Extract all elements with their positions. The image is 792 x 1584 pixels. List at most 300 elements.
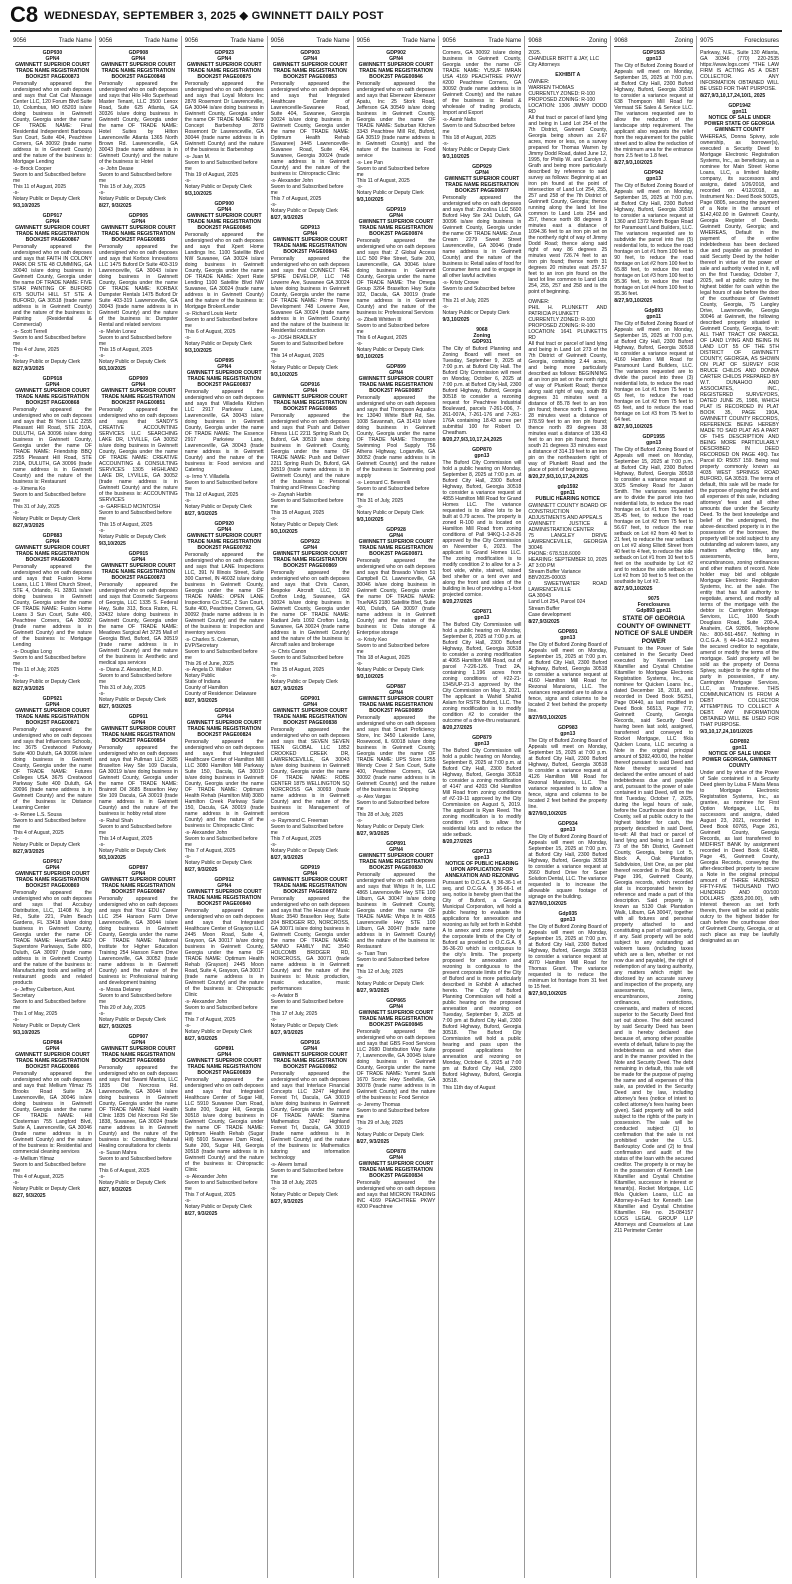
notice-body: Personally appeared the undersigned who on oath deposes and says that Push and Deliver Fitness LLC 2211 Spring Rush Dr, Buford, GA 30519 is/are doing business in Gwinnett County, Georgia under the name OF TRADE NAME: Push and Deliver 2211 Spring Rush Dr, Buford, GA 30519 (trade name address is in Gwinnett County) and the nature of the business is: Personal Training and Fitness Coaching <box>270 413 350 491</box>
column-9 <box>697 36 782 1578</box>
notice-signature: -s- Aviator B Sworn to and Subscribed before me This 17 of July, 2025 -s- Notary Public or Deputy Clerk <box>270 993 344 1029</box>
notice-subcode: GPN4 <box>45 539 60 545</box>
notice-body: Pursuant to O.C.G.A. § 36-36-1 et seq. and O.C.G.A. § 36-66-1 et seq. notice is hereby given that the City of Buford, a Georgia Municipal Corporation, will hold a public hearing to evaluate the applications for annexation and rezoning as fully set forth in Exhibit A to annex and zone property to the corporate limits of the City of Buford as provided in O.C.G.A. § 36-36-20 which is contiguous to the city's limits. The property proposed for annexation and rezoning is contiguous to the present corporate limits of the City of Buford and is more particularly described in Exhibit A attached hereto. The City of Buford Planning Commission will hold a public hearing on the proposed annexation and rezoning on Tuesday, September 9, 2025 at 7:00 pm at Buford City Hall, 2300 Buford Highway, Buford, Georgia 30518. The Buford City Commission will hold a public hearing and pass upon the proposed applications for annexation and rezoning on Monday, October 6, 2025 at 7:00 pm at Buford City Hall, 2300 Buford Highway, Buford, Georgia 30518. <box>442 880 522 1084</box>
legal-notice <box>99 213 178 372</box>
notice-body: Personally appeared the undersigned who on oath deposes and says that Your EDU Career LLC 254 Hanson Farm Drive Lawrenceville, GA 30044 is/are doing business in Gwinnett County, Georgia under the name OF TRADE NAME: National Institute for Higher Education Training 254 Hanson Farm Drive Lawrenceville, GA 30052 (trade name address is in Gwinnett County) and the nature of the business is: Professional training and development training <box>98 896 178 986</box>
notice-body: Personally appeared the undersigned who on oath deposes and says that SEVEN SEVEN TEEN GLOBAL LLC 1852 CROOKED CREEK DR, LAWRENCEVILLE, GA 30043 is/are doing business in Gwinnett County, Georgia under the name OF TRADE NAME: ROBE CENTER 1875 WELLINGTON SQ NORCROSS GA 30093 (trade name address is in Gwinnett County) and the nature of the business is: Management of services <box>270 727 350 817</box>
notice-code: GDP915 <box>128 551 149 557</box>
column-section-header <box>99 36 178 47</box>
notice-body: The City of Buford Zoning Board of Appeals will meet on Monday, September 15, 2025 at 7:00 p.m. at Buford City Hall, 2300 Buford Highway, Buford, Georgia 30518 to consider a variance request at 4160 Hamilton Mill Road for Rezonal Mansions, LLC. The variances requested are to allow a fence, signs and columns to be located 2 feet behind the property line. <box>528 642 608 714</box>
notice-subcode: gpn11 <box>732 745 747 751</box>
notice-code: GDP900 <box>214 201 234 207</box>
notice-signature: -s- Alexander John Sworn to and Subscribed before me This 7 of August, 2025 -s- Notary Public or Deputy Clerk <box>270 178 344 214</box>
notice-heading: GWINNETT SUPERIOR COURT TRADE NAME REGISTRATION BOOK25T PAGE00867 <box>15 225 90 243</box>
notice-signature: -s- Melvin Lonez Sworn to and Subscribed before me This 15 of August, 2025 -s- Notary Public or Deputy Clerk <box>98 329 172 365</box>
notice-run-dates: 8/27,9/3/2025 <box>13 523 45 529</box>
notice-body: Personally appeared the undersigned who on oath deposes and says that Loyal Motors Inc 2878 Rosemont Dr Lawrenceville, GA 30044 is/are doing business in Gwinnett County, Georgia under the name OF TRADE NAME: New Concept Barbershop 2878 Rosemont Dr Lawrenceville, GA 30044 (trade name address is in Gwinnett County) and the nature of the business is: Barbershop <box>184 81 264 153</box>
notice-run-dates: 9/3,10/2025 <box>13 1030 40 1036</box>
notice-heading: GWINNETT SUPERIOR COURT TRADE NAME REGISTRATION BOOK25T PAGE00865 <box>272 394 348 412</box>
notice-body: Personally appeared the undersigned who on oath deposes and says that: Zincolina LLC 5600 Buford Hwy Ste 2A1 Duluth, GA 30096 is/are doing business in Gwinnett County, Georgia under the name OF TRADE NAME: Zeus Cream 2279 Sweet Street Lawrenceville, GA 30046 (trade name address is in Gwinnett County) and the nature of the business is: Retail sales of food for Consumer items and to engage in all other lawful activities <box>442 195 522 279</box>
notice-body: The City of Buford Zoning Board of Appeals will meet on Monday, September 15, 2025 at 7:00 p.m. at Buford City Hall, 2300 Buford Highway, Buford, Georgia 30518 to consider a variance request at 4160 Hamilton Mill Road for Paramount Land Builders, LLC. The variances requested are to divide the parcel into three (3) residential lots, to reduce the road frontage on Lot #1 from 75 feet to 65 feet, to reduce the road frontage on Lot #2 from 75 feet to 65 feet, and to reduce the road frontage on Lot #3 from 75 feet to 64 feet. <box>614 321 694 423</box>
notice-heading: GWINNETT SUPERIOR COURT TRADE NAME REGISTRATION BOOK25T PAGE00840 <box>186 889 262 907</box>
legal-notice <box>185 877 264 1042</box>
notice-heading: GWINNETT SUPERIOR COURT TRADE NAME REGISTRATION BOOK25T PAGE00855 <box>100 225 176 243</box>
notice-body: The City of Buford Zoning Board of Appeals will meet on Monday, September 15, 2025 at 7:00 p.m. at Buford City Hall, 2300 Buford Highway, Buford, Georgia 30518 to consider a variance request at 2660 Buford Drive for Super Solution Dental, LLC. The variance requested is to increase the allowable square footage of signage on the building. <box>528 834 608 900</box>
notice-signature: -s- Douglas Long Sworn to and Subscribed before me This 11 of July, 2025 -s- Notary Public or Deputy Clerk <box>13 649 86 685</box>
notice-code: GDP923 <box>214 50 234 56</box>
notice-heading: GWINNETT SUPERIOR COURT TRADE NAME REGISTRATION BOOK25T PAGE00838 <box>272 708 348 726</box>
notice-body: Personally appeared the undersigned who on oath deposes and says that MICRON TRADING INC 4169 PEACHTREE PKWY #200 Peachtree <box>356 1180 436 1210</box>
legal-notice <box>442 735 521 845</box>
notice-subcode: GPN4 <box>131 1040 146 1046</box>
notice-run-dates: 8/20,27,9/3,10,17,24,2025 <box>528 474 588 480</box>
notice-code: GDP929 <box>472 164 492 170</box>
notice-body: GWINNETT COUNTY BOARD OF CONSTRUCTION ADJUSTMENTS AND APPEALS GWINNETT JUSTICE & ADMINISTRATION CENTER 75 LANGLEY DRIVE LAWRENCEVILLE, GEORGIA 30046 PHONE: 678.518.6000 HEARING: SEPTEMBER 10, 2025 AT 3:00 PM Stream Buffer Variance BBV2025-00003 0 SWEETWATER ROAD LAWRENCEVILLE GA 30043 Land Lot 254, Parcel 024 <box>528 503 608 605</box>
notice-run-dates: 8/27, 9/3/2025 <box>184 1036 218 1042</box>
notice-heading: NOTICE OF SALE UNDER POWER STATE OF GEORGIA GWINNETT COUNTY <box>704 115 775 133</box>
notice-heading: GWINNETT SUPERIOR COURT TRADE NAME REGISTRATION BOOK25T PAGE00869 <box>272 551 348 569</box>
notice-run-dates: 8/27, 9/3/2025 <box>356 988 390 994</box>
notice-body: Under and by virtue of the Power of Sale contained in a Security Deed given by Luisa F Maira Mesa to Mortgage Electronic Registration Systems, Inc., as grantee, as nominee for First Option Mortgage, LLC, its successors and assigns, dated August 23, 2021, recorded in Deed Book 60765, Page 261, Gwinnett County, Georgia Records, as last transferred to MIDFIRST BANK by assignment recorded in Deed Book 61488, Page 45, Gwinnett County, Georgia Records, conveying the after-described property to secure a Note in the original principal amount of THREE HUNDRED FIFTY-FIVE THOUSAND TWO HUNDRED AND 00/100 DOLLARS ($355,200.00), with interest thereon as set forth therein, there will be sold at public outcry to the highest bidder for cash before the courthouse door of Gwinnett County, Georgia, or at such place as may be lawfully designated as an <box>700 770 780 944</box>
header-dateline: WEDNESDAY, SEPTEMBER 3, 2025 ◆ GWINNETT DAILY POST <box>44 9 384 22</box>
notice-subcode: gpn11 <box>560 490 576 496</box>
notice-heading: GWINNETT SUPERIOR COURT TRADE NAME REGISTRATION BOOK25T PAGE00870 <box>15 545 90 563</box>
notice-run-dates: 8/27,9/3/2025 <box>13 366 45 372</box>
section-code: 9056 <box>356 38 370 44</box>
notice-body: OWNER: PHIL H. PLUNKETT AND PATRICIA PLUNKETT CURRENTLY ZONED: R-100 PROPOSED ZONING: R-100 LOCATION: 1641 PLUNKETTS RD All that tract or parcel of land lying and being in Land Lot 273 of the 7th District of Gwinnett County, Georgia, containing 2.44 acres, and being more particularly described as follows: BEGINNING at an iron pin set on the north right of way of Plunkett Road; thence along said right of way, south 89 degrees 31 minutes west a distance of 85.78 feet to an iron pin found; thence north 1 degrees 28 minutes west a distance of 378.59 feet to an iron pin found; thence north 89 degrees 38 minutes east a distance of 138.43 feet to an iron pin found; thence south 21 degrees 33 minutes east a distance of 314.19 feet to an iron pin on the northeastern right of way of Plunkett Road and the place of point of beginning. <box>528 299 608 473</box>
notice-body: The City of Buford Zoning Board of Appeals will meet on Monday, September 15, 2025 at 7:00 p.m. at Buford City Hall, 2300 Buford Highway, Buford, Georgia 30518 to consider a variance request at 4970 Hamilton Mill Road for Thomas Grant. The variance requested is to reduce the minimum lot frontage from 31 feet to 15 feet. <box>528 924 608 990</box>
notice-code: GDP907 <box>128 1034 149 1040</box>
notice-run-dates: 8/27, 9/3/2025 <box>270 686 304 692</box>
notice-subcode: GPN4 <box>389 56 403 62</box>
notice-body: The City of Buford Zoning Board of Appeals will meet on Monday, September 15, 2025 at 7:00 p.m. at Buford City Hall, 2300 Buford Highway, Buford, Georgia 30518 to consider a variance request at 4126 Hamilton Mill Road for Rezonal Mansions, LLC. The variance requested is to allow a fence, signs and columns to be located 2 feet behind the property line. <box>528 738 608 810</box>
notice-code: GDP917 <box>42 859 63 865</box>
notice-signature: -s- Diana Z. Alexander, M.D. Sworn to and Subscribed before me This 31 of July, 2025 -s- Notary Public or Deputy Clerk <box>98 667 172 703</box>
notice-body: Personally appeared the undersigned who on oath deposes and says that: Fusion Home Loans, LLC 1 West Church Street, STE 4, Orlando, FL 32801 is/are doing business in Gwinnett County, Georgia under the name OF TRADE NAME: Fusion Home Loans 3 Sun Court, Suite 400, Peachtree Corners, GA 30092 (trade name address is in Gwinnett County) and the nature of the business is: Mortgage Lending <box>13 564 92 648</box>
legal-notice <box>614 596 693 1234</box>
notice-subcode: GPN4 <box>131 56 146 62</box>
notice-heading: GWINNETT SUPERIOR COURT TRADE NAME REGISTRATION BOOK25T PAGE00845 <box>186 213 262 231</box>
notice-body: Personally appeared the undersigned who on oath deposes and says that Cosmetic Surgeons of Georgia, LLC 1335 S. Federal Hwy, Suite 313, Boca Raton, FL 33432 is/are doing business in Gwinnett County, Georgia under the name OF TRADE NAME: Meadows Surgical Art 3725 Mall of Georgia Blvd, Buford, GA 30519 (trade name address is in Gwinnett County) and the nature of the business is: Aesthetic and medical spa services <box>98 582 178 666</box>
notice-body: Personally appeared the undersigned who on oath deposes and says that Thompson Aquatics Inc 13040 White Bluff Rd, Ste. 1008 Savannah, GA 31419 is/are doing business in Gwinnett County, Georgia under the name OF TRADE NAME: Thompson Swimming Pool Supply 756 Athens Highway, Loganville, GA 30052 (trade name address is in Gwinnett County) and the nature of the business is: Swimming pool supply <box>356 395 436 479</box>
notice-code: GDP921 <box>42 696 63 702</box>
notice-subcode: gpn13 <box>560 731 576 737</box>
legal-notice <box>528 725 607 817</box>
notice-signature: -s- Tuan Tran Sworn to and Subscribed before me This 12 of July, 2025 -s- Notary Public or Deputy Clerk <box>356 951 430 987</box>
notice-run-dates: 9/3,10/2025 <box>356 674 384 680</box>
legal-notice <box>357 527 436 680</box>
notice-subcode: GPN4 <box>217 207 232 213</box>
notice-body: Personally appeared the undersigned who on oath deposes and says that Hilo Hilo Superhead Master Tenant, LLC 3500 Lenox Road, Suite 625 Atlanta, GA 30326 is/are doing business in Gwinnett County, Georgia under the name OF TRADE NAME: Hotel Suites by Hilton Lawrenceville Atlanta 1365 North Brown Rd. Lawrenceville, GA 30043 (trade name address is in Gwinnett County) and the nature of the business is: Hotel <box>98 81 178 165</box>
notice-run-dates: 9/3,10/2025 <box>356 354 384 360</box>
notice-subcode: GPN4 <box>303 388 318 394</box>
notice-heading: GWINNETT SUPERIOR COURT TRADE NAME REGISTRATION BOOK25T PAGE00845 <box>358 1010 434 1028</box>
notice-run-dates: 8/20,27,9/3,10,17,24,2025 <box>442 437 502 443</box>
notice-subcode: Zoning <box>473 333 491 339</box>
legal-notice <box>13 696 92 855</box>
notice-run-dates: 8/27,9/3/2025 <box>13 849 45 855</box>
notice-signature: -s- Leonard C. Beverelli Sworn to and Subscribed before me This 31 of July, 2025 -s- Notary Public or Deputy Clerk <box>356 480 430 516</box>
legal-notice <box>99 714 178 861</box>
notice-signature: -s- Alexander John Sworn to and Subscribed before me This 7 of August, 2025 -s- Notary Public or Deputy Clerk <box>184 999 258 1035</box>
notice-heading: GWINNETT SUPERIOR COURT TRADE NAME REGISTRATION BOOK25T PAGE00874 <box>358 219 434 237</box>
section-code: 9056 <box>442 38 456 44</box>
notice-heading: GWINNETT SUPERIOR COURT TRADE NAME REGISTRATION BOOK25T PAGE00868 <box>15 388 90 406</box>
notice-run-dates: 8/27, 9/3/2025 <box>98 1024 132 1030</box>
notice-subcode: GPN4 <box>217 364 232 370</box>
legal-notice <box>185 1046 264 1217</box>
notice-run-dates: 8/20,27/2025 <box>442 599 473 605</box>
notice-subcode: gpn11 <box>646 314 662 320</box>
notice-code: GDP871 <box>472 609 492 615</box>
legal-notice <box>614 170 693 304</box>
notice-body: Personally appeared the undersigned who on oath deposes and says that LANE Inspections LLC, 391 N Illinois Street, Suite 300 Carmel, IN 46032 is/are doing business in Gwinnett County, Georgia under the name OF TRADE NAME: OPEN LANE Inspections Co CSC, 2 Sun Court, Suite 400, Peachtree Corners, GA 30092 (trade name address is in Gwinnett County) and the nature of the business is: Inspection and inventory services <box>184 552 264 636</box>
notice-signature: -s- Lee Pan Sworn to and Subscribed before me This 11 of August, 2025 -s- Notary Public or Deputy Clerk <box>356 160 430 196</box>
notice-subcode: Foreclosures <box>637 602 670 608</box>
notice-subcode: GPN4 <box>303 545 318 551</box>
notice-subcode: GPN4 <box>474 170 489 176</box>
notice-body: Personally appeared the undersigned who on oath deposes and says that Smart Proficiency Store, Inc 3450 Lakeside Lane, Rosewood, IL 60018 is/are doing business in Gwinnett County, Georgia under the name OF TRADE NAME: UPS Store 1255 Wendy Cove 2 Sun Court, Suite 400, Peachtree Corners, GA 30092 (trade name address is in Gwinnett County) and the nature of the business is: Shipping <box>356 715 436 793</box>
legal-notice <box>528 50 607 68</box>
notice-heading: GWINNETT SUPERIOR COURT TRADE NAME REGISTRATION BOOK25T PAGE00862 <box>272 1052 348 1070</box>
legal-notice <box>528 821 607 907</box>
section-code: 9056 <box>98 38 113 44</box>
notice-body: Personally appeared the undersigned who on oath deposes and says that The House of Music Music 3540 Braselton Hwy, Suite 204 BRIDGER RD, NORCROSS, GA 30071 is/are doing business in Gwinnett County, Georgia under the name OF TRADE NAME: SANNO FAMILY INC 3540 HOLCOMB BRIDGER RD, NORCROSS, GA 30071 (trade name address is in Gwinnett County) and the nature of the business is: Music production, music education, music performances <box>270 896 350 992</box>
notice-run-dates: 8/27, 9/3/2025 <box>270 215 304 221</box>
notice-subcode: GPN4 <box>45 702 60 708</box>
notice-code: 9068 <box>476 327 488 333</box>
notice-body: Personally appeared the undersigned who on oath deposes and says that FAITH IN COLONY PARK DR STE 48 CUMMING, GA 30040 is/are doing business in Gwinnett County, Georgia under the name OF TRADE NAME: FIVE STAR PAINTING OF BUFORD 675 SOUTH HILL ST STE A BUFORD, GA 30518 (trade name address is in Gwinnett County) and the nature of the business is: Painting (Residential & Commercial) <box>13 244 92 328</box>
legal-notice <box>700 739 779 944</box>
notice-body: Personally appeared the undersigned who on oath deposes and says that Integrated Healthcare Center of Hamilton Mill LLC 3080 Hamilton Mill Parkway Suite 150, Dacula, GA 30019 is/are doing business in Gwinnett County, Georgia under the name OF TRADE NAME: Optimum Health Rehab (Hamilton Mill) 3080 Hamilton Creek Parkway Suite 150, Dacula, GA 30019 (trade name address is in Gwinnett County) and the nature of the business is: Chiropractic Clinic <box>184 739 264 829</box>
notice-run-dates: 9/3,10,17,24,10/1/2025 <box>700 729 753 735</box>
notice-run-dates: 8/27,9/3/2025 <box>13 686 45 692</box>
notice-subcode: GPN4 <box>389 533 403 539</box>
legal-notice <box>271 696 350 861</box>
notice-heading: GWINNETT SUPERIOR COURT TRADE NAME REGISTRATION BOOK25T PAGE00843 <box>272 237 348 255</box>
notice-code: GDP897 <box>128 865 149 871</box>
notice-heading: GWINNETT SUPERIOR COURT TRADE NAME REGISTRATION BOOK25T PAGE00871 <box>15 708 90 726</box>
notice-subcode: gpn13 <box>560 827 576 833</box>
legal-notice <box>700 103 779 735</box>
notice-body: Personally appeared the undersigned who on oath deposes and says that Xpert Home Landings Inc. 1100 Satellite Blvd NW Suwanee, GA 30024 is/are doing business in Gwinnett County, Georgia under the name OF TRADE NAME: Xpert Rate Lending 1100 Satellite Blvd NW Suwanee, GA 30024 (trade name address is in Gwinnett County) and the nature of the business is: Mortgage Broker/Lender <box>184 232 264 310</box>
notice-signature: -s- Irmo Y. Villadella Sworn to and Subscribed before me This 12 of August, 2025 -s- Notary Public or Deputy Clerk <box>184 474 258 510</box>
notice-run-dates: 8/27, 9/3/2025 <box>184 1211 218 1217</box>
notice-subcode: GPN4 <box>131 219 146 225</box>
notice-run-dates: 8/27, 9/3/2025 <box>270 855 304 861</box>
notice-heading: PUBLIC HEARING NOTICE <box>535 496 601 502</box>
legal-notice <box>442 447 521 605</box>
notice-subcode: GPN4 <box>389 213 403 219</box>
notice-body: Personally appeared the undersigned who on oath deposes and says that GBS Food Services LLC 2680 Distribution Way Suite 7, Lawrenceville, GA 30045 is/are doing business in Gwinnett County, Georgia under the name OF TRADE NAME: Yummi Sushi 1670 Scenic Hwy Snellville, GA 30078 (trade name address is in Gwinnett County) and the nature of the business is: Food Service <box>356 1029 436 1101</box>
legal-notice <box>271 865 350 1036</box>
notice-signature: -s- Jeremy Thomas Sworn to and Subscribed before me This 29 of July, 2025 -s- Notary Public or Deputy Clerk <box>356 1102 430 1138</box>
legal-notice <box>357 998 436 1145</box>
legal-notice <box>271 382 350 535</box>
notice-code: GDP903 <box>300 50 320 56</box>
legal-notice <box>13 859 92 1036</box>
notice-subcode: GPN4 <box>217 1052 232 1058</box>
notice-code: GDP1942 <box>728 103 751 109</box>
notice-subcode: GPN4 <box>45 219 60 225</box>
notice-code: GDP902 <box>386 50 406 56</box>
notice-signature: -s- Rahul Shah Sworn to and Subscribed before me This 14 of August, 2025 -s- Notary Public or Deputy Clerk <box>98 818 172 854</box>
legal-notice <box>99 50 178 209</box>
notice-code: GDP878 <box>386 1149 406 1155</box>
notice-body: The City of Buford Zoning Board of Appeals will meet on Monday, September 15, 2025 at 7:00 p.m. at Buford City Hall, 2300 Buford Highway, Buford, Georgia 30518 to consider a variance request at 638 Thompson Mill Road for Vermaat SE Sales & Service LLC. The variances requested are to allow the reduction of the landscape strip requirement. The applicant also requests the relief from the requirement for the public street and to allow the reduction of the minimum area for the entrance from 2.5 feet to 1.8 feet. <box>614 63 694 159</box>
legal-notice <box>357 207 436 360</box>
notice-signature: -s- Zaynah Harbin Sworn to and Subscribed before me This 15 of August, 2025 -s- Notary Public or Deputy Clerk <box>270 492 344 528</box>
legal-notice <box>528 911 607 997</box>
notice-body: The Buford City Commission will hold a public hearing on Monday, September 8, 2025 at 7:00 p.m. at Buford City Hall, 2300 Buford Highway, Buford, Georgia 30518 to consider a variance request at 4855 Hamilton Mill Road for Grand Homes LLC. The variance requested is to allow lots to be built at 0.79 acres. The property is zoned R-100 and is located on Hamilton Mill Road from zoning conditions of Pall 94KQ-1-2-8-26 approved by the City Commission on November 6, 2023. The applicant is Grand Homes LLC. The zoning modification is to modify condition 2 to allow for a 3-foot wide, white, stained, raised bed shelter or a tent over and along the front and sides of the building in lieu of providing a 1-foot projected cornice. <box>442 460 522 598</box>
notice-subcode: GPN4 <box>131 871 146 877</box>
notice-subcode: GPN4 <box>217 527 232 533</box>
notice-subcode: gpn11 <box>732 109 747 115</box>
notice-run-dates: 9/3,10/2025 <box>98 366 126 372</box>
notice-body: Personally appeared the undersigned who on oath deposes and says that Accubuy Distribution, LLC, 11408 N. Jog Rd., Suite 221, Palm Beach Gardens, FL 33418 is/are doing business in Gwinnett County, Georgia under the name OF TRADE NAME: HeartSafe AED Superstore Parkways, Suite 800, Duluth, GA 30097 (trade name address is in Gwinnett County) and the nature of the business is: Manufacturing tools and selling of restaurant goods and related products <box>13 890 92 986</box>
legal-notice <box>13 50 92 209</box>
legal-notice <box>185 201 264 354</box>
notice-code: GDP713 <box>472 849 492 855</box>
notice-subcode: gpn13 <box>474 453 490 459</box>
column-6 <box>439 36 525 1578</box>
section-name: Foreclosures <box>744 38 780 44</box>
notice-subcode: GPN4 <box>303 231 318 237</box>
legal-notice <box>442 50 521 160</box>
legal-notice <box>185 708 264 873</box>
notice-signature: -s- Juan M. Sworn to and Subscribed before me This 19 of August, 2025 -s- Notary Public or Deputy Clerk <box>184 154 258 190</box>
notice-signature: -s- GARFIELD MCINTOSH Sworn to and Subscribed before me This 15 of August, 2025 -s- Notary Public or Deputy Clerk <box>98 504 172 540</box>
notice-code: GDP901 <box>300 696 320 702</box>
legal-notice <box>99 1034 178 1193</box>
notice-run-dates: 8/20,27/2025 <box>442 839 473 845</box>
notice-run-dates: 9/3,10/2025 <box>356 197 384 203</box>
notice-signature: -s- Alexander John Sworn to and Subscribed before me This 7 of August, 2025 -s- Notary Public or Deputy Clerk <box>184 1174 258 1210</box>
column-section-header <box>13 36 92 47</box>
notice-subcode: GPN4 <box>389 370 403 376</box>
notice-body: Personally appeared the undersigned who on oath deposes and says that Interlace Financial Concepts LLC 3247 Highland Forrest Trl, Dacula, GA 30019 is/are doing business in Gwinnett County, Georgia under the name OF TRADE NAME: Stamina Mathematics 3247 Highland Forrest Trl, Dacula, GA 30019 (trade name address is in Gwinnett County) and the nature of the business is: Mathematics tutoring and information technology <box>270 1071 350 1161</box>
notice-heading: GWINNETT SUPERIOR COURT TRADE NAME REGISTRATION BOOK25T PAGE00854 <box>100 726 176 744</box>
notice-run-dates: 9/3,10/2025 <box>442 317 470 323</box>
notice-signature: -s- Kristy Crowe Sworn to and Subscribed before me This 21 of July, 2025 -s- Notary Public or Deputy Clerk <box>442 280 516 316</box>
notice-body: Personally appeared the undersigned who on oath deposes and says that Bravado Vision 51 Campbell Ct. Lawrenceville, GA 30046 is/are doing business in Gwinnett County, Georgia under the name OF TRADE NAME: TrueNAS 2180 Satellite Blvd, Suite 400, Duluth, GA 30097 (trade name address is in Gwinnett County) and the nature of the business is: Data storage & Enterprise storage <box>356 558 436 636</box>
legal-notice <box>614 308 693 430</box>
notice-body: Personally appeared the undersigned who on oath deposes and says that: Bi Yeon LLC 2255 Pleasant Hill Road, STE 210A, DULUTH, GA 30096 is/are doing business in Gwinnett County, Georgia under the name OF TRADE NAME: Friendship BBQ 2255 Pleasant Hill Road, STE 210A, DULUTH, GA 30096 (trade name address is in Gwinnett County) and the nature of the business is: Restaurant <box>13 407 92 485</box>
column-section-header <box>528 36 607 47</box>
notice-heading: GWINNETT SUPERIOR COURT TRADE NAME REGISTRATION BOOK25T PAGE00867 <box>100 877 176 895</box>
notice-subcode: GPN4 <box>303 1046 318 1052</box>
column-5 <box>354 36 440 1578</box>
column-section-header <box>442 36 521 47</box>
legal-notice <box>99 376 178 547</box>
notice-heading: GWINNETT SUPERIOR COURT TRADE NAME REGISTRATION BOOK25T PAGE00873 <box>15 62 90 80</box>
notice-code: GDP983 <box>558 725 578 731</box>
notice-subcode: GPN4 <box>217 714 232 720</box>
notice-code: GDP870 <box>472 447 492 453</box>
notice-code: GDP916 <box>300 1040 320 1046</box>
notice-body: Personally appeared the undersigned who on oath deposes and says that Pullman LLC 3685 Braselton Hwy Ste 109 Dacula, GA 30019 is/are doing business in Gwinnett County, Georgia under the name OF TRADE NAME: Brainrot Oil 3685 Braselton Hwy Ste 109 Dacula, GA 30019 (trade name address is in Gwinnett County) and the nature of the business is: hobby retail store <box>98 745 178 817</box>
section-code: 9056 <box>184 38 199 44</box>
section-name: Trade Name <box>402 38 436 44</box>
legal-notice <box>700 50 779 99</box>
section-code: 9056 <box>270 38 285 44</box>
notice-signature: -s- Brock Cooper Sworn to and Subscribed before me This 11 of August, 2025 -s- Notary Public or Deputy Clerk <box>13 166 86 202</box>
notice-body: Personally appeared the undersigned who on oath deposes and says that: Mellium Yilmaz 75 Brooks Road Suite 2A Lawrenceville, GA 30046 is/are doing business in Gwinnett County, Georgia under the name OF TRADE NAME: Hill Closterman 755 Langford Blvd, Suite A, Lawrenceville, GA 30046 (trade name address is in Gwinnett County) and the nature of the business is: Residential and commercial cleaning services <box>13 1071 92 1155</box>
notice-subcode: GPN4 <box>45 56 60 62</box>
legal-notice <box>99 865 178 1030</box>
notice-body: Personally appeared the undersigned who on oath deposes and says that Influencers Schools, Inc 3675 Crestwood Parkway Suite 400 Duluth, GA 30096 is/are doing business in Gwinnett County, Georgia under the name OF TRADE NAME: Futures Colleges USA 3675 Crestwood Parkway Suite 400 Duluth, GA 30096 (trade name address is in Gwinnett County) and the nature of the business is: Distance Learning Center <box>13 727 92 811</box>
notice-body: The City of Buford Zoning Board of Appeals will meet on Monday, September 15, 2025 at 7:00 p.m. at Buford City Hall, 2300 Buford Highway, Buford, Georgia 30518 to consider a variance request at 3025 Smokey Road for Jason Smith. The variances requested are to divide the parcel into two residential lots, to reduce the road frontage on Lot #1 from 75 feet to 35.45 feet, to reduce the road frontage on Lot #2 from 75 feet to 56.67 feet, to reduce the rear setback on Lot #2 from 40 feet to 21 feet, to reduce the rear setback on Lot #2 along Elliott Street from 40 feet to 4 feet, to reduce the side setback on Lot #1 from 10 feet to 5 feet on the southside by Lot #2 and to reduce the side setback on Lot #2 from 10 feet to 5 feet on the southside by Lot #2. <box>614 447 694 585</box>
legal-notice <box>185 358 264 517</box>
notice-heading: GWINNETT SUPERIOR COURT TRADE NAME REGISTRATION BOOK25T PAGE00834 <box>358 1161 434 1179</box>
notice-run-dates: 8/27,9/3,10/2025 <box>614 586 653 592</box>
notice-body: Personally appeared the undersigned who on oath deposes and says that Korbox Innovations LLC 1475 Buford Dr Suite 403-319 Lawrenceville, GA 30043 is/are doing business in Gwinnett County, Georgia under the name OF TRADE NAME: KORBAX Dumpster Rentals 1475 Buford Dr Suite 403-319 Lawrenceville, GA 30043 (trade name address is in Gwinnett County) and the nature of the business is: Dumpster Rental and related services <box>98 244 178 328</box>
notice-signature: -s- Alexander John Sworn to and Subscribed before me This 7 of August, 2025 -s- Notary Public or Deputy Clerk <box>184 830 258 866</box>
section-code: 9068 <box>528 38 542 44</box>
notice-run-dates: 9/3,10/2025 <box>184 348 212 354</box>
notice-code: GDP892 <box>729 739 750 745</box>
classified-columns <box>10 36 782 1578</box>
notice-signature: This 11th day of August <box>442 1085 496 1091</box>
notice-heading: GWINNETT SUPERIOR COURT TRADE NAME REGISTRATION BOOK25T PAGE00824 <box>186 720 262 738</box>
notice-signature: -s- Ximena Ko Sworn to and Subscribed before me This 31 of July, 2025 -s- Notary Public or Deputy Clerk <box>13 486 86 522</box>
legal-notice <box>528 72 607 295</box>
notice-run-dates: 8/27/9/3,10/2025 <box>528 901 567 907</box>
notice-run-dates: 8/27,9/3,10/2025 <box>614 298 653 304</box>
notice-heading: GWINNETT SUPERIOR COURT TRADE NAME REGISTRATION BOOK25T PAGE00871 <box>358 539 434 557</box>
notice-run-dates: 9/3,10/2025 <box>270 372 298 378</box>
legal-notice <box>614 434 693 592</box>
notice-code: Gdp935 <box>558 911 578 917</box>
notice-signature: Stream Buffer Case development <box>528 606 571 618</box>
legal-notice <box>357 841 436 994</box>
notice-run-dates: 9/3,10/2025 <box>270 529 298 535</box>
notice-heading: GWINNETT SUPERIOR COURT TRADE NAME REGISTRATION BOOK25T PAGE00830 <box>358 853 434 871</box>
notice-code: GDP1563 <box>642 50 665 56</box>
notice-run-dates: 8/27, 9/3/2025 <box>13 1193 46 1199</box>
notice-heading: GWINNETT SUPERIOR COURT TRADE NAME REGISTRATION BOOK25T PAGE00839 <box>186 1058 262 1076</box>
notice-body: Personally appeared the undersigned who on oath deposes and says that Integrated Healthcare Center of Lawrenceville-Suwanee Road, Suite 404, Suwanee, Georgia 30024 is/are doing business in Gwinnett County, Georgia under the name OF TRADE NAME: Optimum Health Rehab (Suwanee) 3445 Lawrenceville-Suwanee Road, Suite 404, Suwanee, Georgia 30024 (trade name address is in Gwinnett County) and the nature of the business is: Chiropractic Clinic <box>270 81 350 177</box>
notice-body: Personally appeared the undersigned who on oath deposes and says that Whips It In, LLC 4865 Lawrenceville Hwy STE 100 Lilburn, GA 30047 is/are doing business in Gwinnett County, Georgia under the name OF TRADE NAME: Whips It In 4865 Lawrenceville Hwy STE 100 Lilburn, GA 30047 (trade name address is in Gwinnett County) and the nature of the business is: Restaurant <box>356 872 436 950</box>
notice-run-dates: 8/20,27/2025 <box>442 725 473 731</box>
legal-notice <box>271 539 350 692</box>
notice-heading: GWINNETT SUPERIOR COURT TRADE NAME REGISTRATION BOOK25T PAGE00837 <box>186 370 262 388</box>
notice-run-dates: 8/27, 9/3/2025 <box>356 831 390 837</box>
notice-code: GDP884 <box>42 1040 63 1046</box>
legal-notice <box>357 364 436 523</box>
notice-run-dates: 8/27/9/3,10/2025 <box>528 811 567 817</box>
notice-signature: -s- Renee L.S. Sousa Sworn to and Subscribed before me This 4 of August, 2025 -s- Notary Public or Deputy Clerk <box>13 812 86 848</box>
legal-notice <box>528 299 607 480</box>
notice-run-dates: 8/27, 9/3/2025 <box>98 704 132 710</box>
section-name: Trade Name <box>230 38 264 44</box>
section-code: 9075 <box>700 38 714 44</box>
column-8 <box>611 36 697 1578</box>
notice-heading: NOTICE OF PUBLIC HEARING UPON APPLICATION FOR ANNEXATION AND REZONING <box>444 861 519 879</box>
notice-code: GDP919 <box>386 207 406 213</box>
notice-subcode: gpn13 <box>474 741 490 747</box>
notice-body: Parkway, N.E., Suite 130 Atlanta, GA 30346 (770) 220-2535 https://www.logs.com/ *THE LAW FIRM IS ACTING AS A DEBT COLLECTOR. ANY INFORMATION OBTAINED WILL BE USED FOR THAT PURPOSE. <box>700 50 780 92</box>
notice-heading: GWINNETT SUPERIOR COURT TRADE NAME REGISTRATION BOOK25T PAGE00850 <box>100 1046 176 1064</box>
notice-body: WHEREAS, Donna Spivey, sole ownership, as borrower(s), executed a Security Deed to Mortgage Electronic Registration Systems, Inc., as beneficiary, as a nominee for Main Street Home Loans, LLC, a limited liability company, its successors and assigns, dated 1/26/2018, and recorded on 4/12/2018, as Instrument No.: Deed Book 50025, Page 0805, securing the payment of a Note in the amount of $142,402.00 in Gwinnett County, Georgia Register of Deeds, Gwinnett County, Georgia; and WHEREAS, Default in the payment of the entire indebtedness has been declared due and payable as provided in said Security Deed by the holder thereof in virtue of the power of sale and authority vested in it, will on the first Tuesday, October 7, 2025, sell at public outcry to the highest bidder for cash within the legal hours of sale before the door of the courthouse of Gwinnett County, Georgia, 75 Langley Drive, Lawrenceville, Georgia 30046 at Gwinnett, the following described property situated in Gwinnett County, Georgia, to-wit: ALL THAT TRACT OR PARCEL OF LAND LYING AND BEING IN LAND LOT 55 OF THE 5TH DISTRICT OF GWINNETT COUNTY, GEORGIA, AS SHOWN ON PLAT OF SURVEY FOR BRUCE CHILDS AND DONNA CARTER CHILDS PREPARED BY W.T. DUNAHOO AND ASSOCIATES, INC., REGISTERED SURVEYORS, DATED JUNE 25, 1986, WHICH PLAT IS RECORDED IN PLAT BOOK 35, PAGE 190A, GWINNETT COUNTY RECORDS, REFERENCE BEING HEREBY MADE TO SAID PLAT AS A PART OF THIS DESCRIPTION AND BEING MORE PARTICULARLY DESCRIBED IN DEED RECORDED ON PAGE 49Q. Tax Parcel ID: R5057 159. Being real property commonly known as 4035 WEST SPRINGS ROAD BUFORD, GA 30519. The terms of default, this sale will be made for the purpose of paying the debt and all expenses of this sale, including attorneys' fees and all other amounts due under the Security Deed. To the best knowledge and belief of the undersigned, the above-described property is in the possession of the borrower, the property will be sold subject to any outstanding ad valorem taxes, any matters affecting title, any assessments, liens, encumbrances, zoning ordinances and other matters of record. Note holder may bid and obligate Mortgage Electronic Registration Systems, Inc. at the sale. The entity that has full authority to negotiate, amend, and modify all terms of the mortgage with the debtor is: Carrington Mortgage Services, LLC, 1600 South Douglass Road, Suite 200-A, Anaheim, CA 92806, Telephone No.: 800-561-4567. Nothing in O.C.G.A. § 44-14-162.2 requires the secured creditor to negotiate, amend or modify the terms of the mortgage. Said property will be sold as the property of Donna Spivey, subject to the rights of the party in possession, if any. Carrington Mortgage Services, LLC, as Transferee. THIS COMMUNICATION IS FROM A DEBT COLLECTOR ATTEMPTING TO COLLECT A DEBT. ANY INFORMATION OBTAINED WILL BE USED FOR THAT PURPOSE. <box>700 134 780 728</box>
notice-run-dates: 8/27, 9/3/2025 <box>184 867 218 873</box>
notice-run-dates: 8/27, 9/3/2025 <box>184 698 218 704</box>
legal-notice <box>271 50 350 221</box>
legal-notice <box>99 551 178 710</box>
notice-body: 2025. CHANDLER BRITT & JAY, LLC City Attorneys <box>528 50 600 68</box>
notice-code: GDP912 <box>214 877 234 883</box>
notice-code: GDP928 <box>386 527 406 533</box>
column-section-header <box>357 36 436 47</box>
notice-heading: Gdp893 gpn11 <box>636 608 672 614</box>
legal-notice <box>271 225 350 378</box>
notice-run-dates: 9/3,10/2025 <box>98 541 126 547</box>
legal-notice <box>13 376 92 529</box>
notice-code: GDP879 <box>472 735 492 741</box>
column-section-header <box>614 36 693 47</box>
section-code: 9056 <box>13 38 27 44</box>
section-name: Zoning <box>588 38 608 44</box>
legal-notice <box>442 849 521 1091</box>
notice-heading: GWINNETT SUPERIOR COURT TRADE NAME REGISTRATION BOOK25T PAGE00877 <box>444 176 520 194</box>
notice-body: The Buford City Commission will hold a public hearing on Monday, September 8, 2025 at 7:00 p.m. at Buford City Hall, 2300 Buford Highway, Buford, Georgia 30518 to consider a zoning modification at 4065 Hamilton Mill Road, out of parcel 7-226-126. Tract 2A, containing 1.196 acres from zoning conditions of #22-21-1345/UP-21-3 approved by the City Commission on May 3, 2021. The applicant is Wahid Shahid Aslam for RSTR Buford, LLC. The zoning modification is to modify condition #2 to consider the outcome of a drive-thru restaurant. <box>442 622 522 724</box>
notice-subcode: gpn13 <box>646 56 662 62</box>
column-section-header <box>700 36 779 47</box>
page-header <box>10 0 782 32</box>
column-1 <box>10 36 96 1578</box>
legal-notice <box>357 684 436 837</box>
notice-code: gdp1592 <box>557 484 579 490</box>
notice-signature: -s- Kristy Keo Sworn to and Subscribed before me This 18 of August, 2025 -s- Notary Public or Deputy Clerk <box>356 637 430 673</box>
notice-code: GDP916 <box>300 382 320 388</box>
notice-heading: GWINNETT SUPERIOR COURT TRADE NAME REGISTRATION BOOK25T PAGE00848 <box>100 62 176 80</box>
notice-signature: -s- John Dease Sworn to and Subscribed before me This 15 of July, 2025 -s- Notary Public or Deputy Clerk <box>98 166 172 202</box>
notice-body: Personally appeared the undersigned who on oath deposes and says that CONNECT THE SPIRE DEVELOP, LLC 748 Lowerre Ave, Suwanee GA 30024 is/are doing business in Gwinnett County, Georgia under the name OF TRADE NAME: Prime Three Development 748 Lowerre Ave, Suwanee GA 30024 (trade name address is in Gwinnett County) and the nature of the business is: Residential construction <box>270 256 350 334</box>
notice-subcode: GPN4 <box>303 702 318 708</box>
notice-title: STATE OF GEORGIA COUNTY OF GWINNETT NOTICE OF SALE UNDER POWER <box>614 615 693 645</box>
column-2 <box>96 36 182 1578</box>
column-section-header <box>271 36 350 47</box>
legal-notice <box>614 50 693 166</box>
column-4 <box>268 36 354 1578</box>
notice-run-dates: 8/27, 9/3/2025 <box>270 1030 304 1036</box>
notice-code: GDP887 <box>386 684 406 690</box>
notice-body: Personally appeared the undersigned who on oath deposes and says that SANDY'S CREATIVE ACCOUNTING SERVICES LLC SEARCHING LAKE DR, LYVILLE, GA 30052 is/are doing business in Gwinnett County, Georgia under the name OF TRADE NAME: CREATIVE ACCOUNTING & CONSULTING SERVICES 1305 HIGHLAND LAKE DR, LYVILLE, GA 30052 (trade name address is in Gwinnett County) and the nature of the business is: ACCOUNTING SERVICES <box>98 407 178 503</box>
notice-signature: -s- Mellium Yilmaz Sworn to and Subscribed before me This 4 of August, 2025 -s- Notary Public or Deputy Clerk <box>13 1156 86 1192</box>
notice-subcode: GPN4 <box>45 1046 60 1052</box>
notice-subcode: GPN4 <box>389 1004 403 1010</box>
notice-subcode: gpn13 <box>646 176 662 182</box>
section-name: Trade Name <box>144 38 178 44</box>
column-section-header <box>185 36 264 47</box>
notice-run-dates: 8/27/9/3,10/2025 <box>528 715 567 721</box>
section-name: Trade Name <box>488 38 522 44</box>
notice-run-dates: 8/27,9/3,10/2025 <box>614 160 653 166</box>
notice-signature: -s- Aleem Ismail Sworn to and Subscribed before me This 18 of July, 2025 -s- Notary Public or Deputy Clerk <box>270 1162 344 1198</box>
page-number: C8 <box>10 2 39 27</box>
section-name: Trade Name <box>58 38 92 44</box>
notice-body: Personally appeared the undersigned who on oath deposes and says that Cat Cat Massage Center LLC, 120 Forum Blvd Suite 10, Columbus, MO 65203 is/are doing business in Gwinnett County, Georgia under the name OF TRADE NAME: Final Residential Independent Barboura Sun Court, Suite 404, Peachtree Corners, GA 30092 (trade name address is in Gwinnett County) and the nature of the business is: Mortgage Lending <box>13 81 92 165</box>
notice-subcode: gpn13 <box>560 635 576 641</box>
notice-run-dates: 9/3,10/2025 <box>13 203 40 209</box>
notice-run-dates: 8/27, 9/3/2025 <box>98 1187 132 1193</box>
notice-subcode: gpn13 <box>646 440 662 446</box>
notice-heading: GWINNETT SUPERIOR COURT TRADE NAME REGISTRATION BOOK25T PAGE00875 <box>186 62 262 80</box>
notice-code: GDP895 <box>214 358 234 364</box>
notice-body: Pursuant to the Power of Sale contained in the Security Deed executed by Kenneth Lee Kitamiller and Crystal Christine Kitamiller to Mortgage Electronic Registration Systems, Inc., as nominee for Quicken Loans Inc., dated December 18, 2018, and recorded in Deed Book 56251, Page 00440, as last modified in Deed Book 56513, Page 772, Gwinnett County, Georgia Records, said Security Deed having been last sold, assigned, transferred and conveyed to Rocket Mortgage, LLC f/k/a Quicken Loans, LLC securing a Note in the original principal amount of $392,400.00, the holder thereof pursuant to said Deed and Note thereby secured has declared the entire amount of said indebtedness due and payable and, pursuant to the power of sale contained in said Deed, will on the first Tuesday, October 7, 2025, during the legal hours of sale, before the Courthouse door in said County, sell at public outcry to the highest bidder for cash, the property described in said Deed, to-wit: All that tract or parcel of land lying and being in Land Lot 73 of the 5th District, Gwinnett County, Georgia, being Lot 5, Block A, Oak Plantation Subdivision, Unit One, as per plat thereof recorded in Plat Book 96, Page 196, Gwinnett County, Georgia records, which recorded plat is incorporated herein by reference and made a part of this description. Said property is known as 5130 Oak Plantation Walk, Lilburn, GA 30047, together with all fixtures and personal property attached to and constituting a part of said property, if any. Said property will be sold subject to any outstanding ad valorem taxes (including taxes which are a lien, whether or not now due and payable), the right of redemption of any taxing authority, any matters which might be disclosed by an accurate survey and inspection of the property, any assessments, liens, encumbrances, zoning ordinances, restrictions, covenants, and matters of record superior to the Security Deed first set out above. The debt secured by said Security Deed has been and is hereby declared due because of, among other possible events of default, failure to pay the indebtedness as and when due and in the manner provided in the Note and Security Deed. The debt remaining in default, this sale will be made for the purpose of paying the same and all expenses of this sale, as provided in the Security Deed and by law, including attorney's fees (notice of intent to collect attorney's fees having been given). Said property will be sold subject to the rights of the party in possession. The sale will be conducted subject (1) to confirmation that the sale is not prohibited under the U.S. Bankruptcy Code and (2) to final confirmation and audit of the status of the loan with the secured creditor. The property is or may be in the possession of Kenneth Lee Kitamiller and Crystal Christine Kitamiller, successor in interest or tenant(s). Rocket Mortgage, LLC f/k/a Quicken Loans, LLC as Attorney-in-Fact for Kenneth Lee Kitamiller and Crystal Christine Kitamiller. File no. 25-084157 LOGS LEGAL GROUP LLP Attorneys and Counselors at Law 211 Perimeter Center <box>614 646 694 1235</box>
notice-heading: GWINNETT SUPERIOR COURT TRADE NAME REGISTRATION BOOK25T PAGE00873 <box>100 563 176 581</box>
notice-code: GDP865 <box>386 998 406 1004</box>
